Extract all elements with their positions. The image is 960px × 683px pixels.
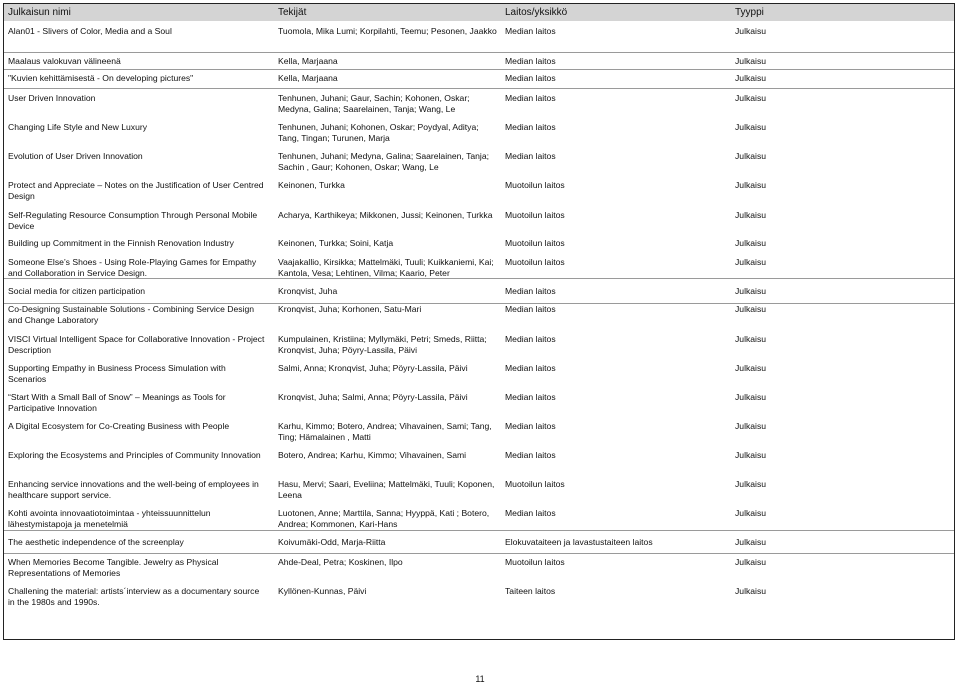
publication-unit: Taiteen laitos	[505, 586, 556, 596]
publication-unit: Median laitos	[505, 26, 556, 36]
publication-unit: Muotoilun laitos	[505, 557, 565, 567]
publication-type: Julkaisu	[735, 334, 767, 344]
publication-unit: Median laitos	[505, 421, 556, 431]
publication-authors: Karhu, Kimmo; Botero, Andrea; Vihavainen, Sami; Tang, Ting; Hämalainen , Matti	[278, 421, 492, 442]
publication-unit: Muotoilun laitos	[505, 210, 565, 220]
publication-authors: Kronqvist, Juha; Korhonen, Satu-Mari	[278, 304, 422, 314]
publication-unit: Median laitos	[505, 73, 556, 83]
publication-authors: Ahde-Deal, Petra; Koskinen, Ilpo	[278, 557, 403, 567]
publication-type: Julkaisu	[735, 450, 767, 460]
header-title: Julkaisun nimi	[8, 7, 71, 18]
publication-title: The aesthetic independence of the screenplay	[8, 537, 184, 547]
row-divider	[4, 553, 954, 554]
publication-unit: Median laitos	[505, 304, 556, 314]
publication-type: Julkaisu	[735, 392, 767, 402]
publication-unit: Median laitos	[505, 392, 556, 402]
publication-unit: Muotoilun laitos	[505, 257, 565, 267]
row-divider	[4, 52, 954, 53]
publication-type: Julkaisu	[735, 557, 767, 567]
publication-authors: Hasu, Mervi; Saari, Eveliina; Mattelmäki, Tuuli; Koponen, Leena	[278, 479, 495, 500]
publication-type: Julkaisu	[735, 73, 767, 83]
publication-type: Julkaisu	[735, 304, 767, 314]
publication-unit: Median laitos	[505, 508, 556, 518]
publication-unit: Median laitos	[505, 450, 556, 460]
publication-title: Protect and Appreciate – Notes on the Justification of User Centred Design	[8, 180, 264, 201]
publication-title: Maalaus valokuvan välineenä	[8, 56, 121, 66]
publication-authors: Tuomola, Mika Lumi; Korpilahti, Teemu; Pesonen, Jaakko	[278, 26, 497, 36]
publication-title: A Digital Ecosystem for Co-Creating Business with People	[8, 421, 230, 431]
publication-title: Social media for citizen participation	[8, 286, 146, 296]
publication-authors: Botero, Andrea; Karhu, Kimmo; Vihavainen, Sami	[278, 450, 467, 460]
publication-title: “Start With a Small Ball of Snow” – Meanings as Tools for Participative Innovation	[8, 392, 226, 413]
publication-type: Julkaisu	[735, 508, 767, 518]
publication-title: "Kuvien kehittämisestä - On developing pictures"	[8, 73, 194, 83]
page-number: 11	[475, 674, 485, 683]
publication-unit: Muotoilun laitos	[505, 180, 565, 190]
publication-type: Julkaisu	[735, 363, 767, 373]
publication-unit: Median laitos	[505, 286, 556, 296]
header-unit: Laitos/yksikkö	[505, 7, 568, 18]
publication-type: Julkaisu	[735, 180, 767, 190]
header-authors: Tekijät	[278, 7, 307, 18]
publication-unit: Median laitos	[505, 56, 556, 66]
publication-title: Exploring the Ecosystems and Principles of Community Innovation	[8, 450, 261, 460]
publication-authors: Tenhunen, Juhani; Medyna, Galina; Saarelainen, Tanja; Sachin , Gaur; Kohonen, Oskar; Wang, Le	[278, 151, 490, 172]
publication-authors: Salmi, Anna; Kronqvist, Juha; Pöyry-Lassila, Päivi	[278, 363, 468, 373]
publication-title: Alan01 - Slivers of Color, Media and a Soul	[8, 26, 172, 36]
row-divider	[4, 69, 954, 70]
publication-type: Julkaisu	[735, 93, 767, 103]
publication-title: Supporting Empathy in Business Process Simulation with Scenarios	[8, 363, 226, 384]
publication-authors: Kyllönen-Kunnas, Päivi	[278, 586, 367, 596]
publication-authors: Acharya, Karthikeya; Mikkonen, Jussi; Keinonen, Turkka	[278, 210, 493, 220]
publication-title: VISCI Virtual Intelligent Space for Collaborative Innovation - Project Description	[8, 334, 265, 355]
header-type: Tyyppi	[735, 7, 764, 18]
publication-unit: Muotoilun laitos	[505, 479, 565, 489]
publication-authors: Keinonen, Turkka	[278, 180, 345, 190]
publication-unit: Median laitos	[505, 363, 556, 373]
publication-unit: Elokuvataiteen ja lavastustaiteen laitos	[505, 537, 653, 547]
publication-type: Julkaisu	[735, 238, 767, 248]
publication-authors: Tenhunen, Juhani; Gaur, Sachin; Kohonen, Oskar; Medyna, Galina; Saarelainen, Tanja; Wang, Le	[278, 93, 470, 114]
publication-type: Julkaisu	[735, 479, 767, 489]
publication-type: Julkaisu	[735, 286, 767, 296]
publication-title: Self-Regulating Resource Consumption Through Personal Mobile Device	[8, 210, 258, 231]
publication-authors: Koivumäki-Odd, Marja-Riitta	[278, 537, 386, 547]
publication-authors: Kronqvist, Juha	[278, 286, 338, 296]
publication-authors: Tenhunen, Juhani; Kohonen, Oskar; Poydyal, Aditya; Tang, Tingan; Turunen, Marja	[278, 122, 479, 143]
publication-authors: Keinonen, Turkka; Soini, Katja	[278, 238, 394, 248]
row-divider	[4, 530, 954, 531]
publication-type: Julkaisu	[735, 56, 767, 66]
row-divider	[4, 88, 954, 89]
publication-title: Changing Life Style and New Luxury	[8, 122, 148, 132]
publication-authors: Luotonen, Anne; Marttila, Sanna; Hyyppä, Kati ; Botero, Andrea; Kommonen, Kari-Hans	[278, 508, 490, 529]
publication-type: Julkaisu	[735, 586, 767, 596]
publication-authors: Kella, Marjaana	[278, 56, 338, 66]
publication-unit: Median laitos	[505, 151, 556, 161]
publication-unit: Median laitos	[505, 122, 556, 132]
row-divider	[4, 303, 954, 304]
publication-title: Someone Else’s Shoes - Using Role-Playing Games for Empathy and Collaboration in Service Design.	[8, 257, 257, 278]
publication-authors: Kronqvist, Juha; Salmi, Anna; Pöyry-Lassila, Päivi	[278, 392, 468, 402]
publication-title: Enhancing service innovations and the well-being of employees in healthcare support service.	[8, 479, 259, 500]
publication-authors: Kumpulainen, Kristiina; Myllymäki, Petri; Smeds, Riitta; Kronqvist, Juha; Pöyry-Lassila, Päivi	[278, 334, 487, 355]
publication-type: Julkaisu	[735, 421, 767, 431]
table-header	[4, 4, 954, 21]
publication-title: Evolution of User Driven Innovation	[8, 151, 143, 161]
publication-unit: Median laitos	[505, 334, 556, 344]
publications-table	[3, 3, 955, 640]
publication-title: Challening the material: artists´interview as a documentary source in the 1980s and 1990s.	[8, 586, 260, 607]
publication-type: Julkaisu	[735, 257, 767, 267]
publication-title: User Driven Innovation	[8, 93, 96, 103]
publication-unit: Muotoilun laitos	[505, 238, 565, 248]
publication-authors: Vaajakallio, Kirsikka; Mattelmäki, Tuuli; Kuikkaniemi, Kai; Kantola, Vesa; Lehtinen, Vilma; Kaario, Peter	[278, 257, 494, 278]
publication-type: Julkaisu	[735, 26, 767, 36]
publication-type: Julkaisu	[735, 151, 767, 161]
publication-unit: Median laitos	[505, 93, 556, 103]
publication-type: Julkaisu	[735, 210, 767, 220]
publication-title: Building up Commitment in the Finnish Renovation Industry	[8, 238, 234, 248]
publication-title: Co-Designing Sustainable Solutions - Combining Service Design and Change Laboratory	[8, 304, 255, 325]
publication-type: Julkaisu	[735, 537, 767, 547]
publication-authors: Kella, Marjaana	[278, 73, 338, 83]
row-divider	[4, 278, 954, 279]
publication-title: When Memories Become Tangible. Jewelry as Physical Representations of Memories	[8, 557, 219, 578]
publication-type: Julkaisu	[735, 122, 767, 132]
publication-title: Kohti avointa innovaatiotoimintaa - yhteissuunnittelun lähestymistapoja ja menetelmiä	[8, 508, 211, 529]
